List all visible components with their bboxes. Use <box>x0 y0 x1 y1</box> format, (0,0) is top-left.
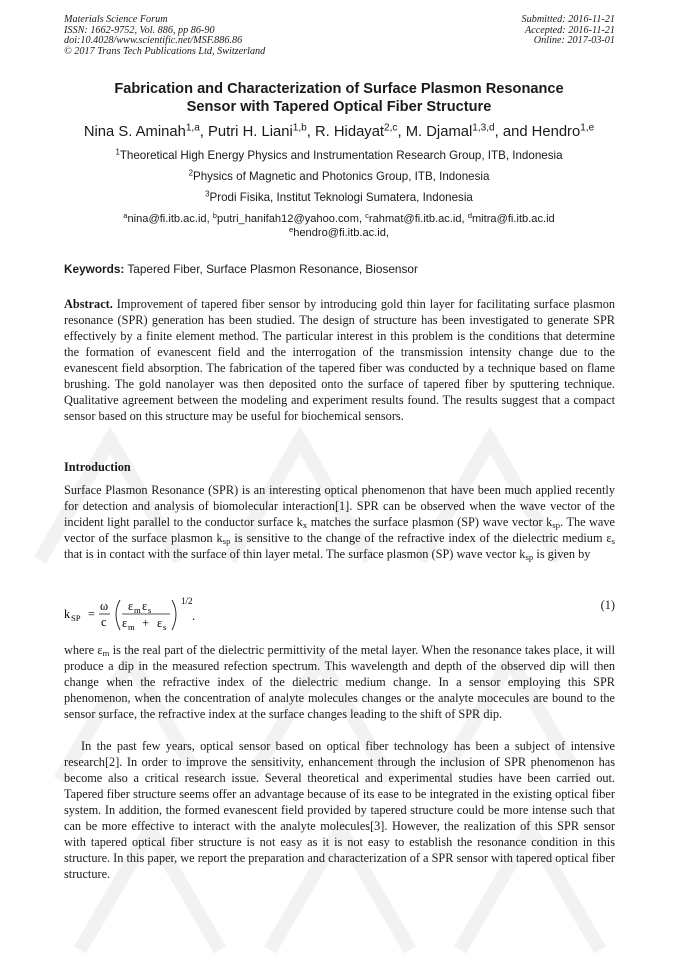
introduction-paragraph-2 <box>64 642 615 722</box>
text-run: Surface Plasmon Resonance (SPR) is an interesting optical phenomenon that have been much applied recently for detection and analysis of biomolecular interaction[1]. SPR can be observed when the wave vector of the incident light parallel to the conductor surface k <box>64 483 615 529</box>
author-affiliation-mark: 1,b <box>292 122 307 134</box>
eq-den-plus: + <box>139 616 153 630</box>
author-affiliation-mark: 1,3,d <box>472 122 495 134</box>
title-line-1: Fabrication and Characterization of Surface Plasmon Resonance <box>114 81 564 97</box>
email-link[interactable]: nina@fi.itb.ac.id, <box>127 213 213 225</box>
email-mark: c <box>365 210 369 220</box>
author-separator: , <box>199 124 209 140</box>
keywords <box>64 262 615 276</box>
author-separator: , and <box>494 124 532 140</box>
email-mark: d <box>467 210 472 220</box>
author-emails <box>20 212 658 240</box>
affiliation-3 <box>20 191 658 205</box>
keywords-label: Keywords: <box>64 262 125 276</box>
journal-doi: doi:10.4028/www.scientific.net/MSF.886.86 <box>64 35 243 47</box>
author-name: Nina S. Aminah <box>83 124 186 140</box>
author-name: R. Hidayat <box>314 124 385 140</box>
eq-left-paren <box>116 600 120 630</box>
author-list <box>20 123 658 141</box>
abstract-text: Improvement of tapered fiber sensor by introducing gold thin layer for facilitating surface plasmon resonance (SPR) generation has been studied. The design of structure has been investigated to generate SPR effectively by a finite element method. The particular interest in this problem is the conditions that determine the formation of evanescent field and the interrogation of the transmission intensity change due to the evanescent field absorption. The fabrication of the tapered fiber was conducted by a technique based on flame brushing. The gold nanolayer was then deposited onto the surface of tapered fiber by sputtering technique. Qualitative agreement between the modeling and experiment results found. The results suggest that a compact sensor based on this structure may be useful for biochemical sensors. <box>64 297 615 423</box>
journal-issn: ISSN: 1662-9752, Vol. 886, pp 86-90 <box>64 24 215 36</box>
text-run: that is in contact with the surface of thin layer metal. The surface plasmon (SP) wave vector k <box>64 547 526 561</box>
affiliation-1 <box>20 149 658 163</box>
affiliation-mark: 2 <box>188 168 193 178</box>
equation-body <box>64 594 244 638</box>
email-line-2 <box>20 226 658 240</box>
subscript: m <box>102 648 110 659</box>
affiliation-2 <box>20 170 658 184</box>
eq-den-a-sub: m <box>128 622 135 632</box>
eq-exponent: 1/2 <box>181 596 193 606</box>
eq-den-a: ε <box>122 616 128 630</box>
introduction-paragraph-3: In the past few years, optical sensor based on optical fiber technology has been a subject of intensive research[2]. In order to improve the sensitivity, enhancement through the inclusion of SPR phenomenon has become also a critical research issue. Several theoretical and experimental studies have been carried out. Tapered fiber structure seems offer an advantage because of its ease to be integrated in the existing optical fiber system. In addition, the formed evanescent field provided by tapered structure could be more intense such that can be more effective to interact with the analyte molecules[3]. However, the realization of this SPR sensor with tapered optical fiber structure is not easy as it is not easy to establish the resonance condition in this structure. In this paper, we report the preparation and characterization of a SPR sensor with tapered optical fiber structure. <box>64 739 615 881</box>
text-run: matches the surface plasmon (SP) wave vector k <box>307 515 553 529</box>
header-left-block <box>64 15 265 57</box>
email-link[interactable]: rahmat@fi.itb.ac.id, <box>368 213 468 225</box>
eq-period: . <box>192 609 196 623</box>
keywords-text: Tapered Fiber, Surface Plasmon Resonance, Biosensor <box>124 262 418 276</box>
text-run: . The wave vector of the surface plasmon k <box>64 515 615 545</box>
abstract <box>64 296 615 424</box>
eq-omega: ω <box>100 599 109 613</box>
text-run: where ε <box>64 643 103 657</box>
email-link[interactable]: hendro@fi.itb.ac.id, <box>293 227 389 239</box>
eq-lhs: k <box>64 607 71 621</box>
eq-num-a: ε <box>128 599 134 613</box>
subscript: x <box>302 520 308 531</box>
online-date: Online: 2017-03-01 <box>533 35 615 47</box>
text-run: is given by <box>533 547 591 561</box>
abstract-label: Abstract. <box>64 297 113 311</box>
email-line-1 <box>20 212 658 226</box>
equation-number: (1) <box>600 598 615 612</box>
eq-den-b: ε <box>157 616 163 630</box>
email-link[interactable]: putri_hanifah12@yahoo.com, <box>216 213 366 225</box>
affiliation-text: Physics of Magnetic and Photonics Group, ITB, Indonesia <box>192 170 490 183</box>
email-mark: e <box>289 224 294 234</box>
subscript: sp <box>222 536 231 547</box>
paper-title <box>40 80 638 116</box>
subscript: s <box>611 536 615 547</box>
eq-num-b-sub: s <box>148 605 152 615</box>
eq-equals: = <box>88 607 95 621</box>
eq-lhs-sub: SP <box>71 613 81 623</box>
affiliation-mark: 1 <box>115 147 120 157</box>
affiliation-mark: 3 <box>205 189 210 199</box>
text-run: is the real part of the dielectric permittivity of the metal layer. When the resonance takes place, it will produce a dip in the measured refection spectrum. This wavelength and depth of the observed dip will then change when the refractive index of the dielectric medium change. In a sensor employing this SPR phenomenon, when the concentration of analyte molecules changes or the analyte mocecules are bound to the sensor surface, the refractive index at the surface changes leading to the shift of SPR dip. <box>64 643 615 721</box>
introduction-heading: Introduction <box>64 460 131 474</box>
eq-right-paren <box>172 600 176 630</box>
author-name: Putri H. Liani <box>208 124 293 140</box>
subscript: sp <box>525 552 534 563</box>
eq-num-b: ε <box>142 599 148 613</box>
eq-num-a-sub: m <box>134 605 141 615</box>
accepted-date: Accepted: 2016-11-21 <box>524 24 615 36</box>
affiliation-text: Theoretical High Energy Physics and Instrumentation Research Group, ITB, Indonesia <box>119 149 563 162</box>
affiliation-text: Prodi Fisika, Institut Teknologi Sumatera, Indonesia <box>209 191 473 204</box>
title-line-2: Sensor with Tapered Optical Fiber Structure <box>186 99 492 115</box>
journal-name: Materials Science Forum <box>64 14 168 25</box>
email-link[interactable]: mitra@fi.itb.ac.id <box>471 213 555 225</box>
email-mark: a <box>123 210 128 220</box>
author-affiliation-mark: 1,a <box>185 122 200 134</box>
eq-den-b-sub: s <box>163 622 167 632</box>
subscript: sp <box>552 520 561 531</box>
eq-c: c <box>101 615 107 629</box>
author-separator: , <box>397 124 406 140</box>
author-name: M. Djamal <box>405 124 473 140</box>
equation-1 <box>64 594 615 638</box>
journal-copyright: © 2017 Trans Tech Publications Ltd, Switzerland <box>64 45 266 57</box>
text-run: is sensitive to the change of the refractive index of the dielectric medium ε <box>230 531 612 545</box>
author-affiliation-mark: 1,e <box>580 122 595 134</box>
email-mark: b <box>212 210 217 220</box>
author-separator: , <box>306 124 315 140</box>
author-name: Hendro <box>531 124 581 140</box>
introduction-paragraph-1 <box>64 482 615 562</box>
author-affiliation-mark: 2,c <box>384 122 398 134</box>
header-right-block <box>522 15 615 47</box>
submitted-date: Submitted: 2016-11-21 <box>521 14 615 25</box>
